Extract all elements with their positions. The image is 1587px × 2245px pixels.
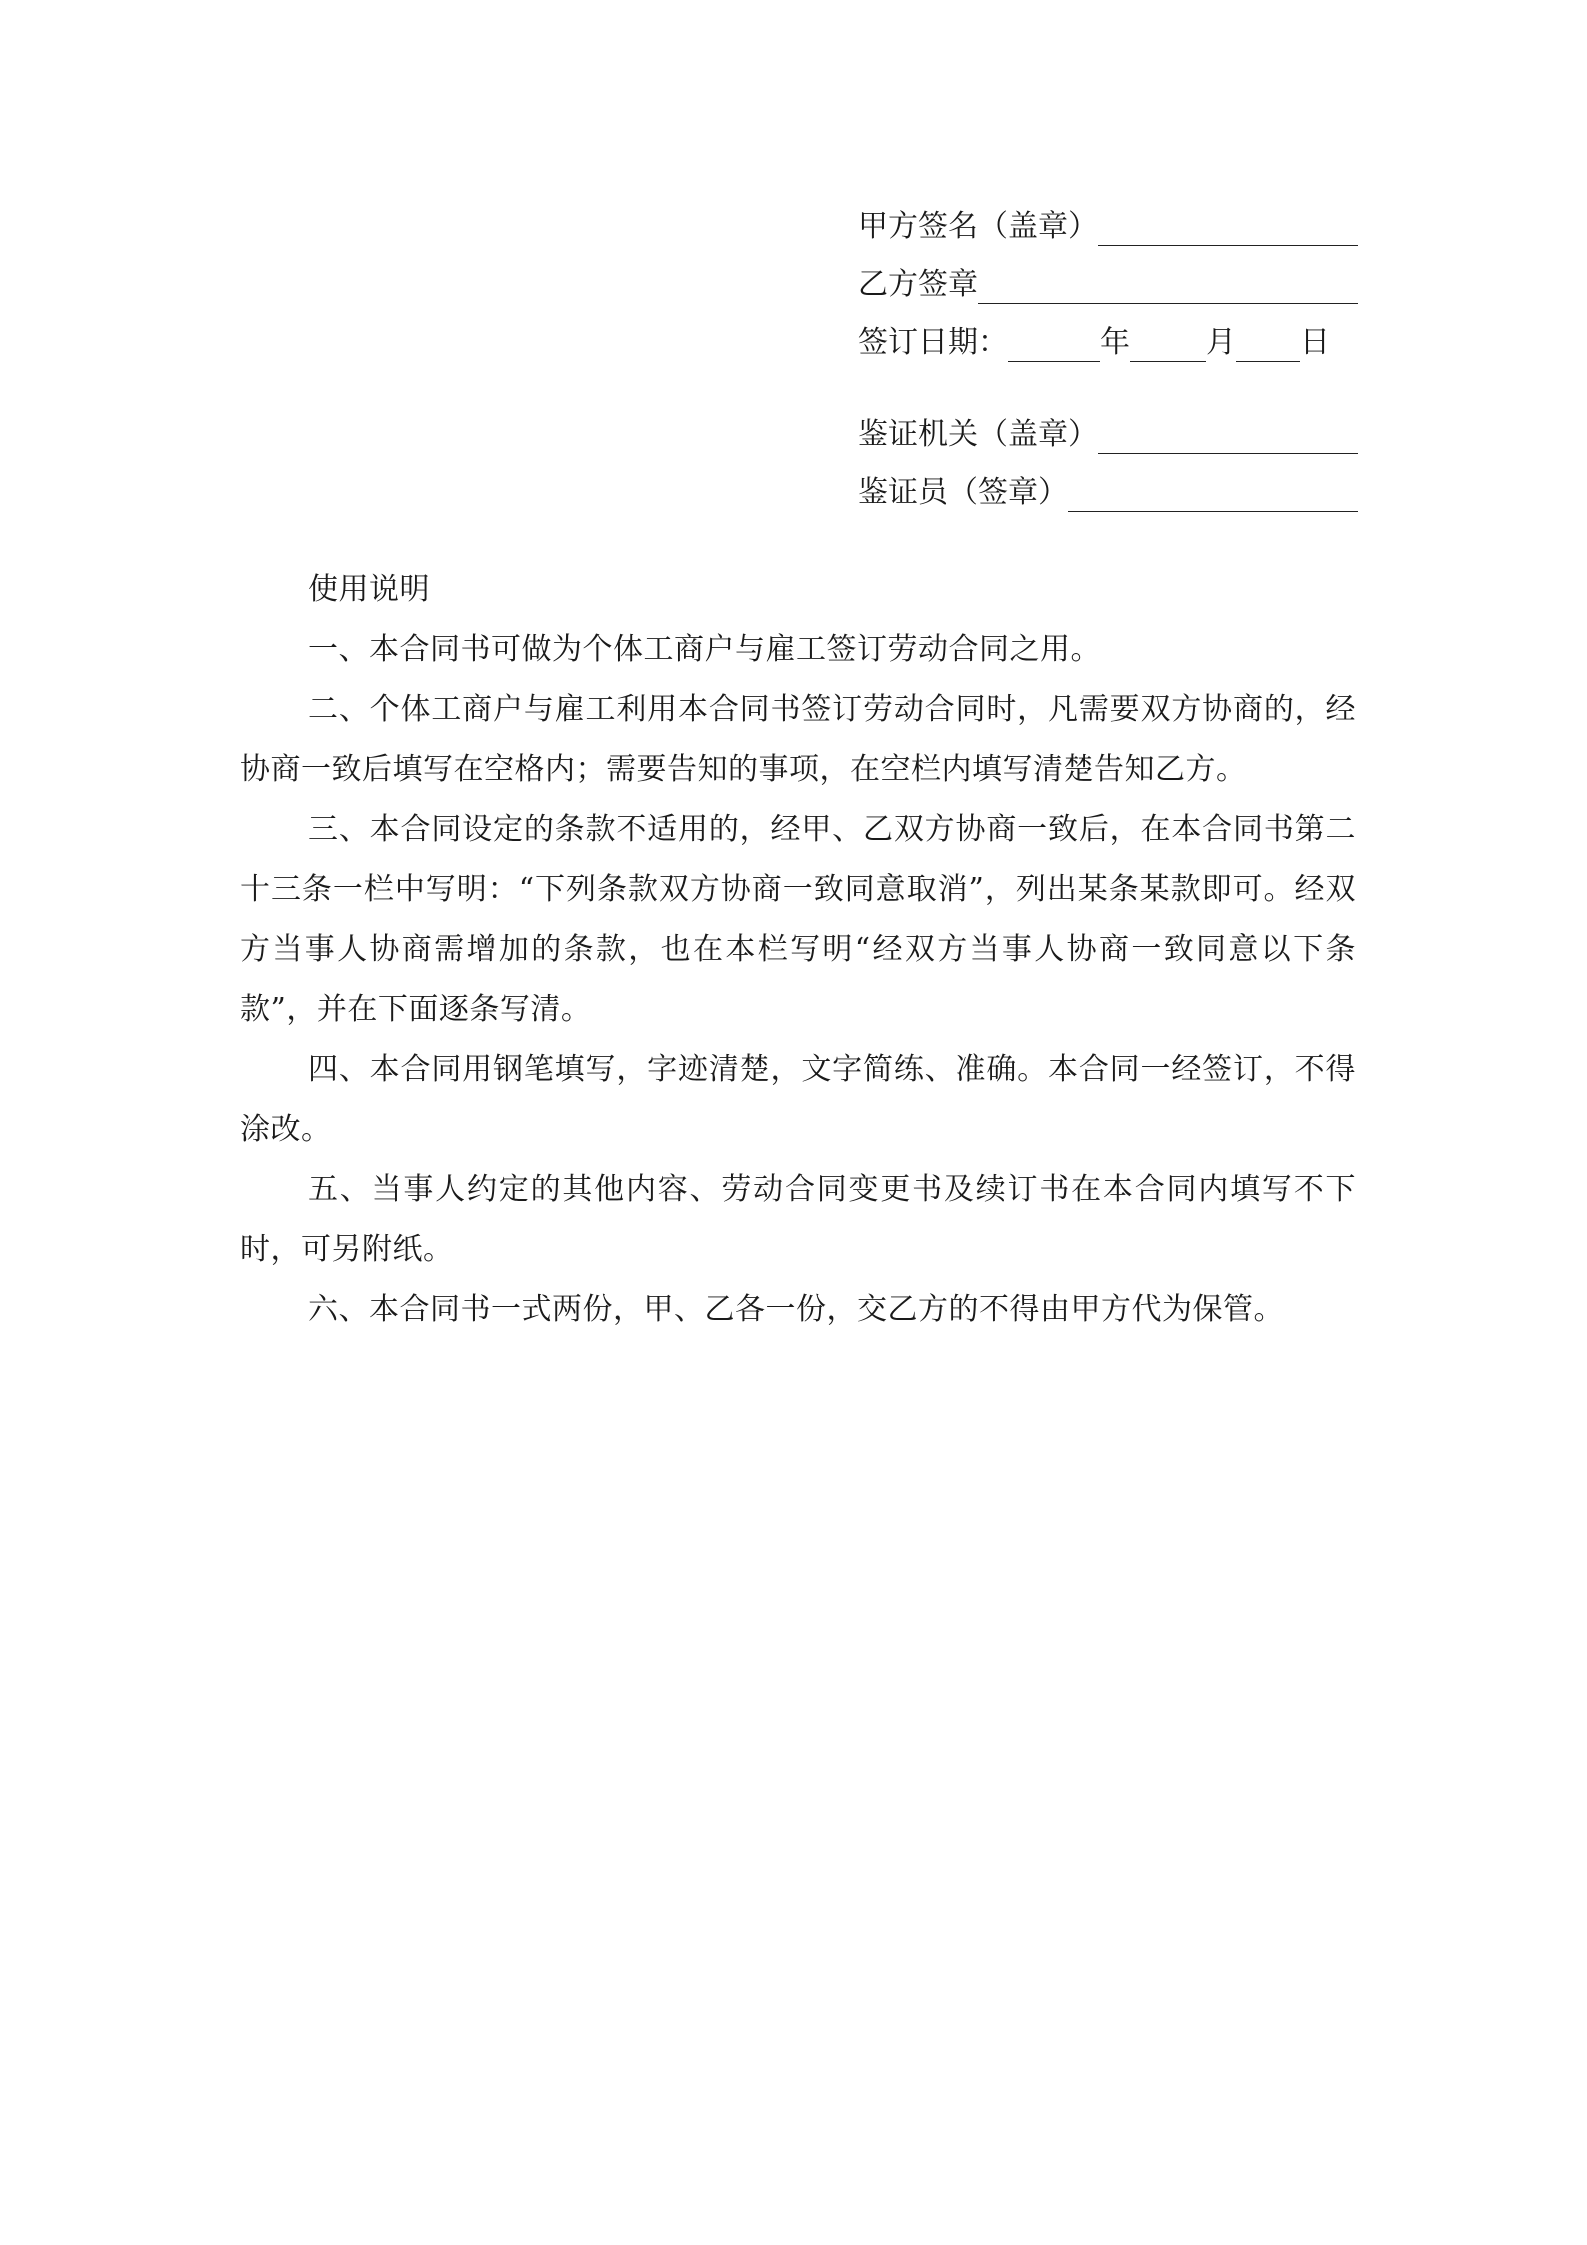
year-blank	[1008, 321, 1100, 362]
usage-instructions	[240, 560, 1356, 1340]
party-b-signature-line	[858, 256, 1358, 314]
month-blank	[1130, 321, 1206, 362]
instruction-item: 六、本合同书一式两份，甲、乙各一份，交乙方的不得由甲方代为保管。	[308, 1292, 1284, 1327]
instruction-item: 二、个体工商户与雇工利用本合同书签订劳动合同时，凡需要双方协商的，经协商一致后填写在空格内；需要告知的事项，在空栏内填写清楚告知乙方。	[240, 692, 1356, 787]
instruction-item: 三、本合同设定的条款不适用的，经甲、乙双方协商一致后，在本合同书第二十三条一栏中写明：“下列条款双方协商一致同意取消”，列出某条某款即可。经双方当事人协商需增加的条款，也在本栏写明“经双方当事人协商一致同意以下条款”，并在下面逐条写清。	[240, 812, 1356, 1027]
party-b-label: 乙方签章	[858, 267, 978, 302]
authority-seal-blank	[1098, 413, 1358, 454]
party-a-label: 甲方签名（盖章）	[858, 209, 1098, 244]
year-label: 年	[1100, 325, 1130, 360]
instructions-heading: 使用说明	[308, 572, 430, 607]
party-a-signature-line	[858, 198, 1358, 256]
day-label: 日	[1300, 325, 1330, 360]
instruction-item: 一、本合同书可做为个体工商户与雇工签订劳动合同之用。	[308, 632, 1101, 667]
authority-seal-line	[858, 406, 1358, 464]
instruction-item: 五、当事人约定的其他内容、劳动合同变更书及续订书在本合同内填写不下时，可另附纸。	[240, 1172, 1356, 1267]
officer-signature-line	[858, 464, 1358, 522]
party-a-signature-blank	[1098, 205, 1358, 246]
signing-date-line	[858, 314, 1358, 372]
instruction-item: 四、本合同用钢笔填写，字迹清楚，文字简练、准确。本合同一经签订，不得涂改。	[240, 1052, 1356, 1147]
authority-label: 鉴证机关（盖章）	[858, 417, 1098, 452]
officer-signature-blank	[1068, 471, 1358, 512]
officer-label: 鉴证员（签章）	[858, 475, 1068, 510]
date-label: 签订日期：	[858, 325, 1008, 360]
party-b-signature-blank	[978, 263, 1358, 304]
signature-block	[858, 198, 1358, 522]
day-blank	[1236, 321, 1300, 362]
month-label: 月	[1206, 325, 1236, 360]
